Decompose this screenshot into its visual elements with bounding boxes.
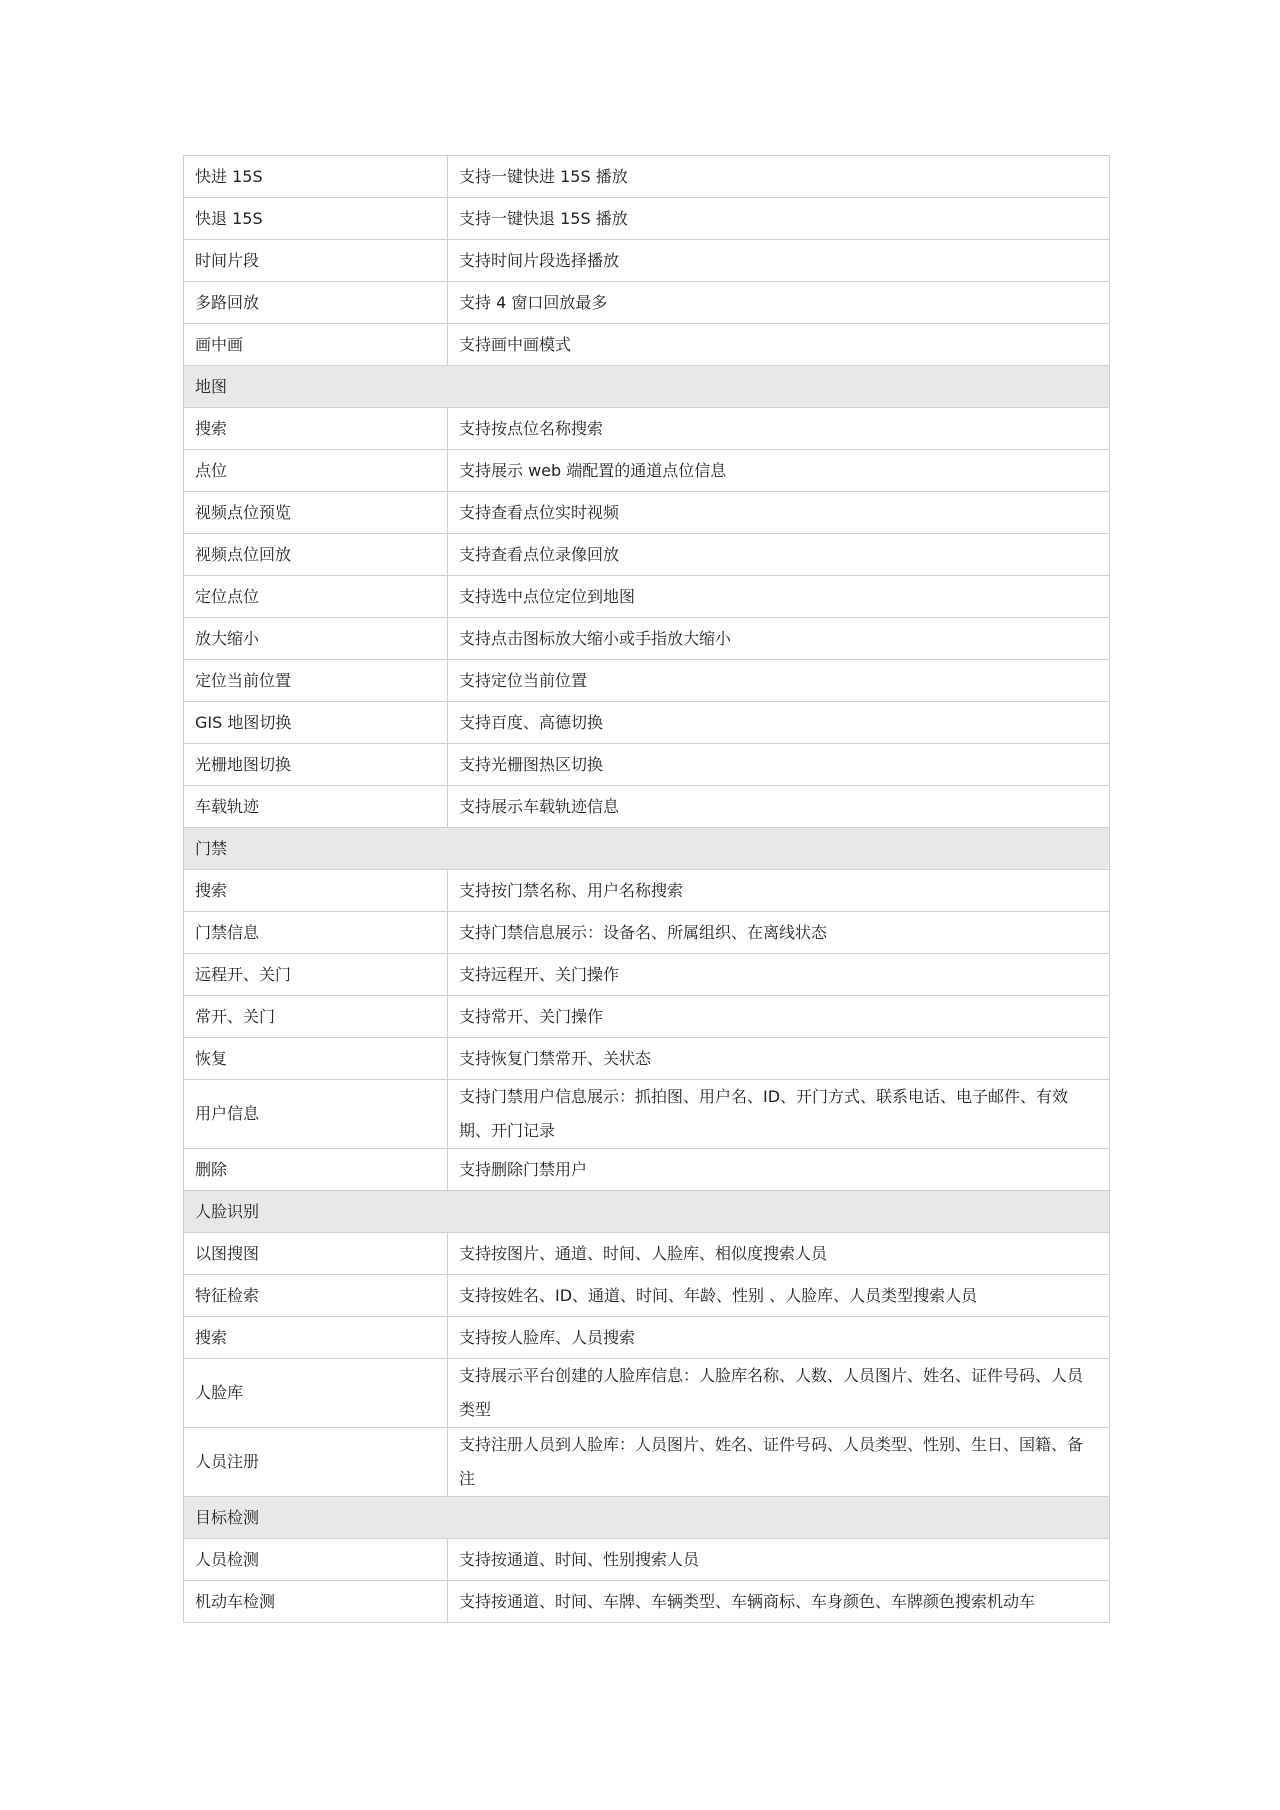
table-row: [184, 450, 1110, 492]
table-row: [184, 534, 1110, 576]
table-row: [184, 408, 1110, 450]
feature-description-cell: 支持常开、关门操作: [448, 996, 1110, 1038]
feature-name-cell: 搜索: [184, 1317, 448, 1359]
feature-description-cell: 支持门禁用户信息展示：抓拍图、用户名、ID、开门方式、联系电话、电子邮件、有效期、开门记录: [448, 1080, 1110, 1149]
feature-description-cell: 支持远程开、关门操作: [448, 954, 1110, 996]
section-title: 人脸识别: [184, 1191, 1110, 1233]
table-row: [184, 954, 1110, 996]
table-row: [184, 702, 1110, 744]
feature-description-cell: 支持按图片、通道、时间、人脸库、相似度搜索人员: [448, 1233, 1110, 1275]
feature-description-cell: 支持 4 窗口回放最多: [448, 282, 1110, 324]
feature-name-cell: 删除: [184, 1149, 448, 1191]
feature-name-cell: 以图搜图: [184, 1233, 448, 1275]
table-row: [184, 660, 1110, 702]
section-header-row: [184, 1191, 1110, 1233]
feature-name-cell: 机动车检测: [184, 1581, 448, 1623]
feature-description-cell: 支持按点位名称搜索: [448, 408, 1110, 450]
feature-name-cell: 门禁信息: [184, 912, 448, 954]
feature-description-cell: 支持删除门禁用户: [448, 1149, 1110, 1191]
section-header-row: [184, 828, 1110, 870]
feature-name-cell: 画中画: [184, 324, 448, 366]
feature-name-cell: 放大缩小: [184, 618, 448, 660]
table-row: [184, 996, 1110, 1038]
table-row: [184, 156, 1110, 198]
table-row: [184, 1080, 1110, 1149]
feature-spec-table: [183, 155, 1110, 1623]
feature-name-cell: 快退 15S: [184, 198, 448, 240]
feature-name-cell: 人员注册: [184, 1428, 448, 1497]
table-row: [184, 1233, 1110, 1275]
table-row: [184, 618, 1110, 660]
feature-description-cell: 支持时间片段选择播放: [448, 240, 1110, 282]
section-header-row: [184, 366, 1110, 408]
feature-description-cell: 支持查看点位录像回放: [448, 534, 1110, 576]
feature-name-cell: 人脸库: [184, 1359, 448, 1428]
feature-name-cell: 用户信息: [184, 1080, 448, 1149]
table-row: [184, 912, 1110, 954]
feature-description-cell: 支持按人脸库、人员搜索: [448, 1317, 1110, 1359]
section-title: 门禁: [184, 828, 1110, 870]
table-row: [184, 1581, 1110, 1623]
feature-description-cell: 支持门禁信息展示：设备名、所属组织、在离线状态: [448, 912, 1110, 954]
feature-name-cell: 多路回放: [184, 282, 448, 324]
feature-description-cell: 支持按通道、时间、车牌、车辆类型、车辆商标、车身颜色、车牌颜色搜索机动车: [448, 1581, 1110, 1623]
feature-description-cell: 支持选中点位定位到地图: [448, 576, 1110, 618]
table-row: [184, 1428, 1110, 1497]
section-header-row: [184, 1497, 1110, 1539]
table-row: [184, 786, 1110, 828]
feature-description-cell: 支持按通道、时间、性别搜索人员: [448, 1539, 1110, 1581]
feature-name-cell: 搜索: [184, 870, 448, 912]
table-row: [184, 744, 1110, 786]
feature-name-cell: 常开、关门: [184, 996, 448, 1038]
table-row: [184, 870, 1110, 912]
feature-name-cell: 人员检测: [184, 1539, 448, 1581]
table-row: [184, 324, 1110, 366]
table-row: [184, 240, 1110, 282]
table-row: [184, 282, 1110, 324]
feature-name-cell: 定位点位: [184, 576, 448, 618]
feature-name-cell: 光栅地图切换: [184, 744, 448, 786]
feature-name-cell: 点位: [184, 450, 448, 492]
feature-description-cell: 支持一键快退 15S 播放: [448, 198, 1110, 240]
feature-description-cell: 支持恢复门禁常开、关状态: [448, 1038, 1110, 1080]
section-title: 地图: [184, 366, 1110, 408]
feature-name-cell: 特征检索: [184, 1275, 448, 1317]
feature-name-cell: 时间片段: [184, 240, 448, 282]
table-row: [184, 1275, 1110, 1317]
feature-description-cell: 支持展示平台创建的人脸库信息：人脸库名称、人数、人员图片、姓名、证件号码、人员类型: [448, 1359, 1110, 1428]
table-row: [184, 1359, 1110, 1428]
feature-name-cell: 视频点位回放: [184, 534, 448, 576]
feature-description-cell: 支持百度、高德切换: [448, 702, 1110, 744]
table-row: [184, 1038, 1110, 1080]
table-row: [184, 576, 1110, 618]
feature-description-cell: 支持注册人员到人脸库：人员图片、姓名、证件号码、人员类型、性别、生日、国籍、备注: [448, 1428, 1110, 1497]
feature-description-cell: 支持画中画模式: [448, 324, 1110, 366]
feature-description-cell: 支持光栅图热区切换: [448, 744, 1110, 786]
feature-description-cell: 支持一键快进 15S 播放: [448, 156, 1110, 198]
table-row: [184, 1539, 1110, 1581]
table-row: [184, 1317, 1110, 1359]
feature-description-cell: 支持查看点位实时视频: [448, 492, 1110, 534]
feature-description-cell: 支持按门禁名称、用户名称搜索: [448, 870, 1110, 912]
feature-spec-table-body: [184, 156, 1110, 1623]
feature-name-cell: 定位当前位置: [184, 660, 448, 702]
feature-name-cell: 搜索: [184, 408, 448, 450]
feature-description-cell: 支持展示 web 端配置的通道点位信息: [448, 450, 1110, 492]
feature-name-cell: 车载轨迹: [184, 786, 448, 828]
feature-name-cell: 远程开、关门: [184, 954, 448, 996]
feature-name-cell: 快进 15S: [184, 156, 448, 198]
feature-description-cell: 支持点击图标放大缩小或手指放大缩小: [448, 618, 1110, 660]
feature-name-cell: GIS 地图切换: [184, 702, 448, 744]
feature-name-cell: 恢复: [184, 1038, 448, 1080]
table-row: [184, 492, 1110, 534]
table-row: [184, 1149, 1110, 1191]
feature-name-cell: 视频点位预览: [184, 492, 448, 534]
feature-description-cell: 支持展示车载轨迹信息: [448, 786, 1110, 828]
section-title: 目标检测: [184, 1497, 1110, 1539]
feature-description-cell: 支持按姓名、ID、通道、时间、年龄、性别 、人脸库、人员类型搜索人员: [448, 1275, 1110, 1317]
table-row: [184, 198, 1110, 240]
feature-description-cell: 支持定位当前位置: [448, 660, 1110, 702]
